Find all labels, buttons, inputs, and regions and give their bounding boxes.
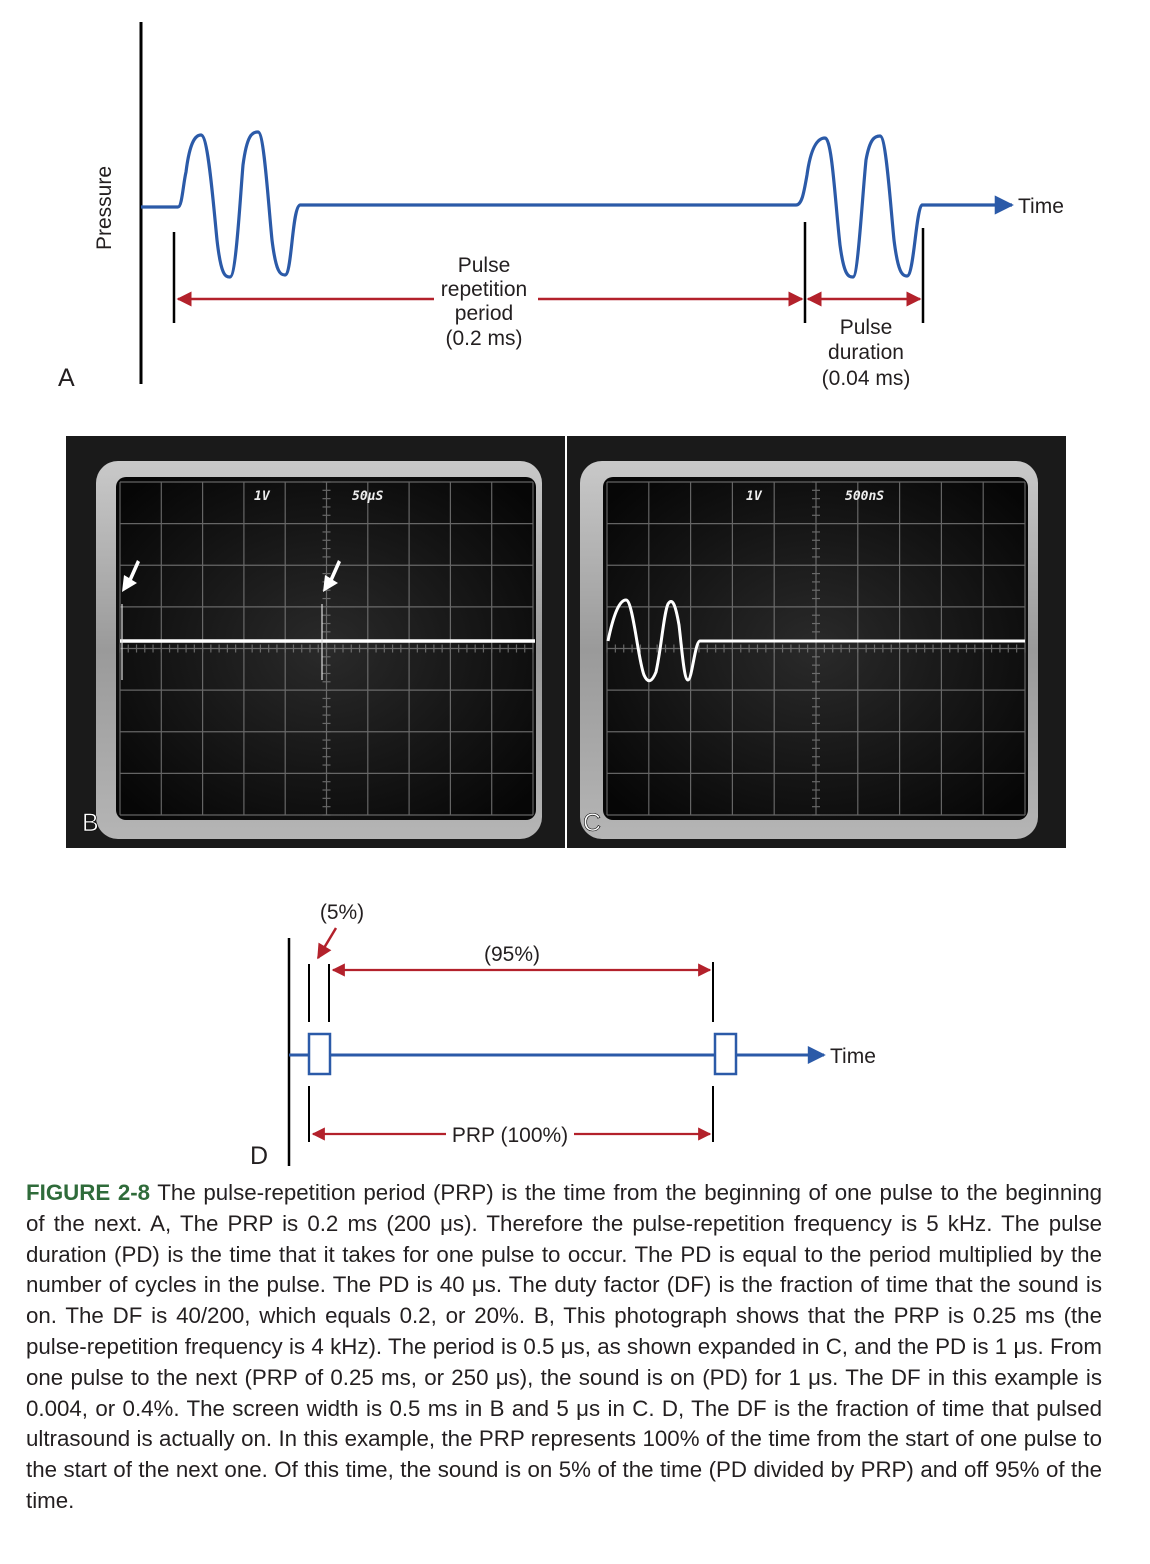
volts-div-c: 1V: [746, 489, 762, 504]
figure-caption: [26, 1178, 1102, 1517]
on-percent-label: (5%): [319, 901, 365, 924]
panel-b-oscilloscope: [66, 436, 565, 848]
panel-d-letter: D: [250, 1142, 269, 1170]
panel-d: [250, 901, 876, 1170]
panel-b-letter: B: [82, 809, 99, 837]
time-axis-label-d: Time: [830, 1045, 876, 1068]
svg-text:repetition: repetition: [440, 278, 528, 301]
on-percent-pointer: [318, 928, 336, 958]
svg-text:Pulse: Pulse: [839, 316, 893, 339]
svg-text:period: period: [454, 302, 514, 325]
pulse-box-1: [309, 1034, 330, 1074]
volts-div-b: 1V: [254, 489, 270, 504]
time-axis-label-a: Time: [1018, 195, 1064, 218]
pd-label: [822, 316, 911, 390]
pressure-axis-label: Pressure: [93, 165, 116, 251]
svg-text:(0.2 ms): (0.2 ms): [445, 327, 523, 350]
panel-c-oscilloscope: [567, 436, 1066, 848]
off-percent-label: (95%): [483, 943, 541, 966]
panel-a-letter: A: [58, 364, 75, 392]
time-div-b: 50μS: [352, 489, 384, 504]
svg-text:Pulse: Pulse: [457, 254, 511, 277]
time-div-c: 500nS: [845, 489, 885, 504]
svg-text:(0.04 ms): (0.04 ms): [821, 367, 911, 390]
figure-number: FIGURE 2-8: [26, 1180, 151, 1205]
caption-lead: The pulse-repetition period (PRP) is the time from the beginning of one pulse to the beginning of the next.: [26, 1180, 1102, 1236]
panel-c-letter: C: [583, 809, 602, 837]
panel-a: [58, 22, 1064, 392]
prp-label-d: PRP (100%): [451, 1124, 569, 1147]
caption-body: A, The PRP is 0.2 ms (200 μs). Therefore the pulse-repetition frequency is 5 kHz. The pulse duration (PD) is the time that it takes for one pulse to occur. The PD is equal to the period multiplied by the number of cycles in the pulse. The PD is 40 μs. The duty factor (DF) is the fraction of time that the sound is on. The DF is 40/200, which equals 0.2, or 20%. B, This photograph shows that the PRP is 0.25 ms (the pulse-repetition frequency is 4 kHz). The period is 0.5 μs, as shown expanded in C, and the PD is 1 μs. From one pulse to the next (PRP of 0.25 ms, or 250 μs), the sound is on (PD) for 1 μs. The DF in this example is 0.004, or 0.4%. The screen width is 0.5 ms in B and 5 μs in C. D, The DF is the fraction of time that pulsed ultrasound is actually on. In this example, the PRP represents 100% of the time from the start of one pulse to the start of the next one. Of this time, the sound is on 5% of the time (PD divided by PRP) and off 95% of the time.: [26, 1210, 1103, 1513]
pressure-waveform: [141, 132, 1012, 277]
svg-text:duration: duration: [828, 341, 904, 364]
pulse-box-2: [715, 1034, 736, 1074]
